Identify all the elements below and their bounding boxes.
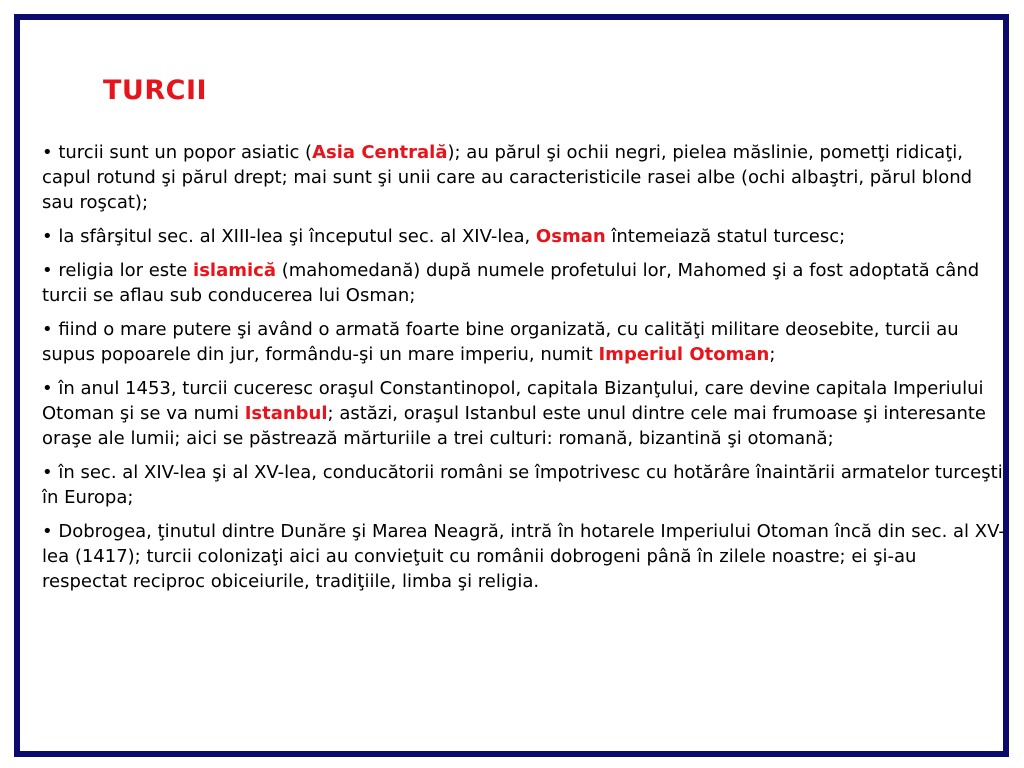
- slide-frame: [14, 14, 1009, 757]
- bullet-text: ); au părul şi ochii negri, pielea măslinie, pometţi ridicaţi, capul rotund şi părul drept; mai sunt şi unii care au caracteristicile rasei albe (ochi albaştri, părul blond sau roşcat);: [42, 142, 973, 213]
- bullet-paragraph: [42, 317, 1007, 367]
- bullet-text: • fiind o mare putere şi având o armată foarte bine organizată, cu calităţi militare deosebite, turcii au supus popoarele din jur, formându-şi un mare imperiu, numit: [42, 319, 959, 365]
- bullet-text: • religia lor este: [42, 260, 194, 281]
- highlight-term: Osman: [535, 226, 606, 247]
- highlight-term: Imperiul Otoman: [598, 344, 770, 365]
- highlight-term: islamică: [193, 260, 276, 281]
- bullet-text: • Dobrogea, ţinutul dintre Dunăre şi Marea Neagră, intră în hotarele Imperiului Otoman încă din sec. al XV-lea (1417); turcii colonizaţi aici au convieţuit cu românii dobrogeni până în zilele noastre; ei şi-au respectat reciproc obiceiurile, tradiţiile, limba şi religia.: [42, 521, 1005, 592]
- bullet-paragraph: [42, 140, 1007, 215]
- bullet-text: ;: [769, 344, 776, 365]
- bullet-paragraph: [42, 224, 1007, 249]
- bullet-paragraph: [42, 460, 1007, 510]
- slide-title: TURCII: [103, 75, 208, 106]
- highlight-term: Istanbul: [244, 403, 328, 424]
- bullet-paragraph: [42, 519, 1007, 594]
- bullet-paragraph: [42, 258, 1007, 308]
- bullet-text: • în sec. al XIV-lea şi al XV-lea, conducătorii români se împotrivesc cu hotărâre înaintării armatelor turceşti în Europa;: [42, 462, 1003, 508]
- bullet-paragraph: [42, 376, 1007, 451]
- bullet-text: • la sfârşitul sec. al XIII-lea şi începutul sec. al XIV-lea,: [42, 226, 536, 247]
- bullet-text: ; astăzi, oraşul Istanbul este unul dintre cele mai frumoase şi interesante oraşe ale lumii; aici se păstrează mărturiile a trei culturi: romană, bizantină şi otomană;: [42, 403, 986, 449]
- bullet-text: • turcii sunt un popor asiatic (: [42, 142, 313, 163]
- bullet-text: (mahomedană) după numele profetului lor, Mahomed şi a fost adoptată când turcii se aflau sub conducerea lui Osman;: [42, 260, 980, 306]
- bullet-text: întemeiază statul turcesc;: [605, 226, 846, 247]
- bullet-list: [42, 140, 1007, 603]
- highlight-term: Asia Centrală: [312, 142, 448, 163]
- bullet-text: • în anul 1453, turcii cuceresc oraşul Constantinopol, capitala Bizanţului, care devine capitala Imperiului Otoman şi se va numi: [42, 378, 984, 424]
